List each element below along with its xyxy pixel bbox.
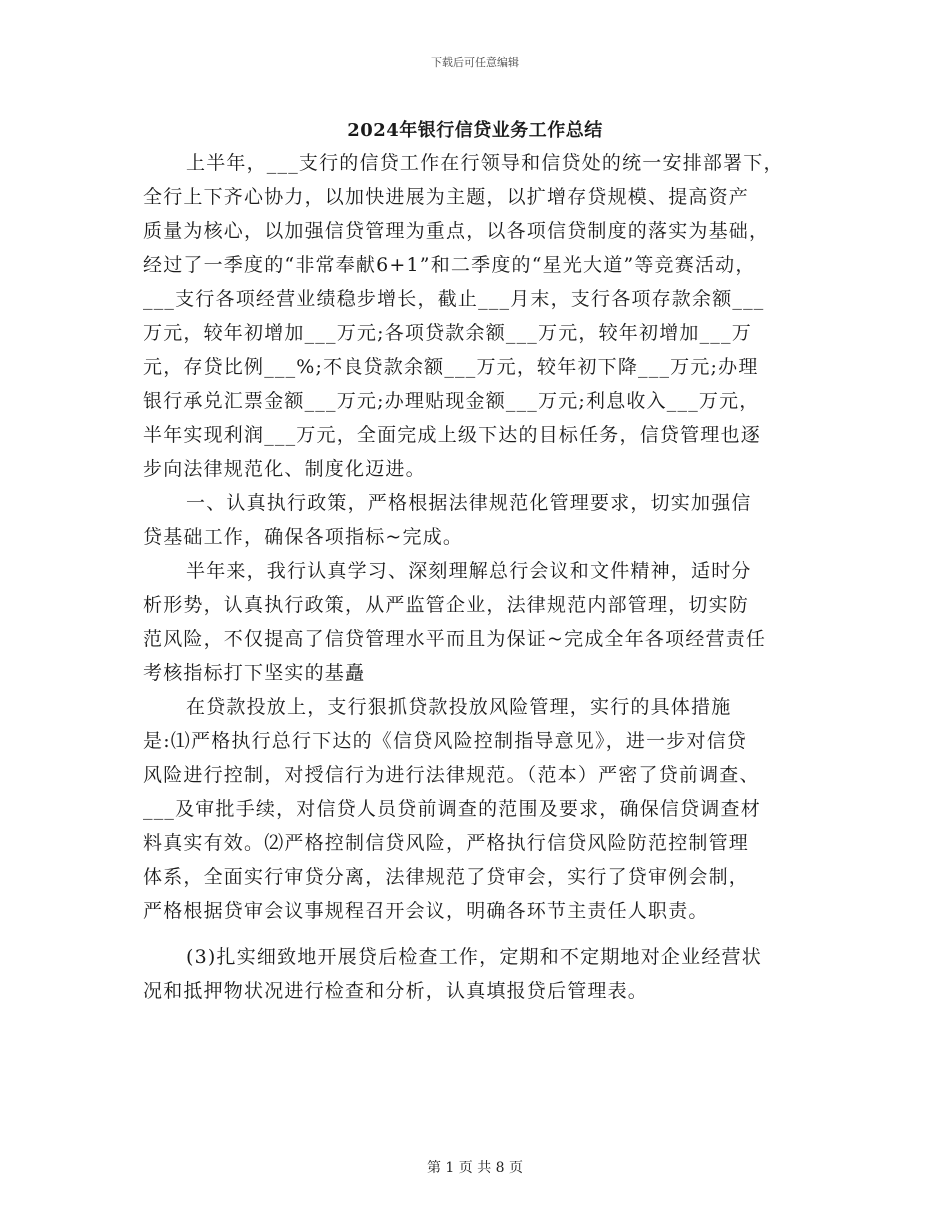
paragraph-1-line: 步向法律规范化、制度化迈进。 (143, 458, 426, 480)
paragraph-1-line: 半年实现利润___万元，全面完成上级下达的目标任务，信贷管理也逐 (143, 424, 761, 446)
paragraph-1-line: 上半年，___支行的信贷工作在行领导和信贷处的统一安排部署下， (186, 152, 784, 174)
paragraph-3-line: 考核指标打下坚实的基矗 (143, 662, 366, 684)
paragraph-1-line: 全行上下齐心协力，以加快进展为主题，以扩增存贷规模、提高资产 (143, 186, 750, 208)
paragraph-1-line: 万元，较年初增加___万元;各项贷款余额___万元，较年初增加___万 (143, 322, 752, 344)
paragraph-4-line: 严格根据贷审会议事规程召开会议，明确各环节主责任人职责。 (143, 900, 709, 922)
paragraph-1-line: 银行承兑汇票金额___万元;办理贴现金额___万元;利息收入___万元， (143, 390, 760, 412)
paragraph-4-line: 风险进行控制，对授信行为进行法律规范。（范本）严密了贷前调查、 (143, 764, 760, 786)
paragraph-1-line: ___支行各项经营业绩稳步增长，截止___月末，支行各项存款余额___ (143, 288, 765, 310)
paragraph-4-line: 体系，全面实行审贷分离，法律规范了贷审会，实行了贷审例会制， (143, 866, 750, 888)
paragraph-1-line: 元，存贷比例___%;不良贷款余额___万元，较年初下降___万元;办理 (143, 356, 759, 378)
paragraph-5-line: 况和抵押物状况进行检查和分析，认真填报贷后管理表。 (143, 980, 649, 1002)
header-note: 下载后可任意编辑 (431, 56, 519, 69)
page-footer: 第 1 页 共 8 页 (426, 1160, 524, 1176)
paragraph-4-line: 在贷款投放上，支行狠抓贷款投放风险管理，实行的具体措施 (186, 696, 732, 718)
section-heading-line: 一、认真执行政策，严格根据法律规范化管理要求，切实加强信 (186, 492, 752, 514)
document-body (143, 146, 819, 1008)
paragraph-3-line: 范风险，不仅提高了信贷管理水平而且为保证~完成全年各项经营责任 (143, 628, 767, 650)
paragraph-4-line: 是:⑴严格执行总行下达的《信贷风险控制指导意见》，进一步对信贷 (143, 730, 748, 752)
paragraph-4-line: ___及审批手续，对信贷人员贷前调查的范围及要求，确保信贷调查材 (143, 798, 761, 820)
paragraph-3-line: 析形势，认真执行政策，从严监管企业，法律规范内部管理，切实防 (143, 594, 750, 616)
paragraph-1-line: 经过了一季度的“非常奉献6+1”和二季度的“星光大道”等竞赛活动， (143, 254, 756, 276)
section-heading-line: 贷基础工作，确保各项指标~完成。 (143, 526, 464, 548)
document-title: 2024年银行信贷业务工作总结 (347, 120, 603, 141)
paragraph-4-line: 料真实有效。⑵严格控制信贷风险，严格执行信贷风险防范控制管理 (143, 832, 750, 854)
paragraph-5-line: (3)扎实细致地开展贷后检查工作，定期和不定期地对企业经营状 (186, 946, 762, 968)
paragraph-3-line: 半年来，我行认真学习、深刻理解总行会议和文件精神，适时分 (186, 560, 752, 582)
paragraph-1-line: 质量为核心，以加强信贷管理为重点，以各项信贷制度的落实为基础， (143, 220, 770, 242)
